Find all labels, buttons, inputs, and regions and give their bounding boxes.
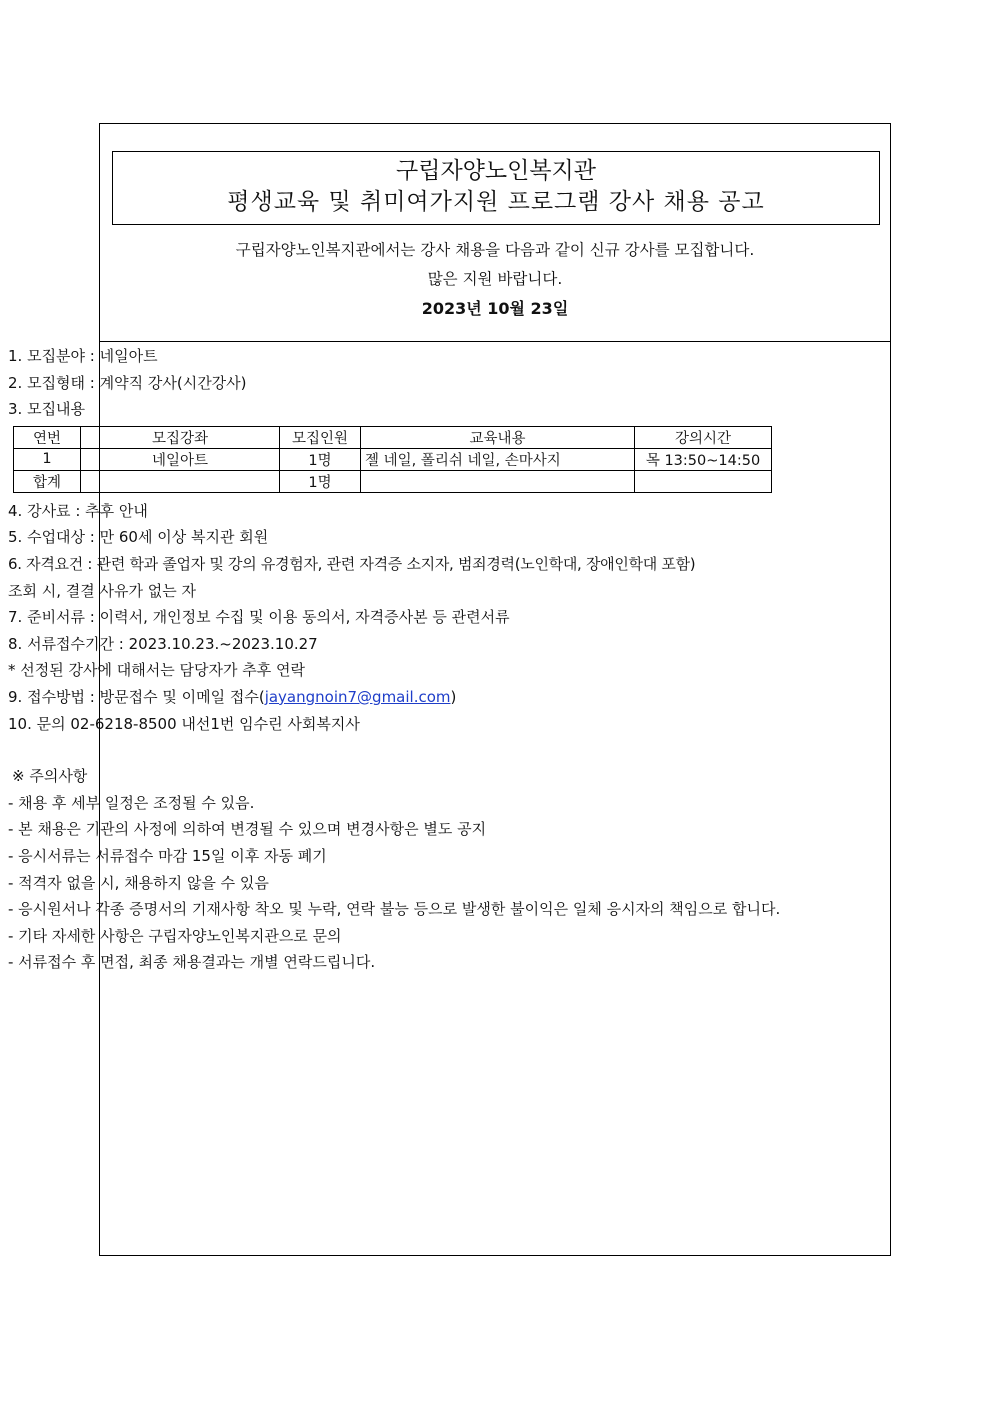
notice-bullet: - 응시서류는 서류접수 마감 15일 이후 자동 폐기 [8, 846, 327, 865]
table-cell [81, 470, 280, 492]
table-header-row [14, 426, 772, 448]
announcement-date: 2023년 10월 23일 [421, 299, 569, 318]
notice-bullet: - 적격자 없을 시, 채용하지 않을 수 있음 [8, 873, 269, 892]
intro [100, 236, 890, 324]
item-period: 8. 서류접수기간 : 2023.10.23.~2023.10.27 [8, 634, 318, 653]
notice-bullet: - 서류접수 후 면접, 최종 채용결과는 개별 연락드립니다. [8, 953, 376, 972]
item-field: 1. 모집분야 : 네일아트 [8, 347, 158, 365]
announcement-title: 평생교육 및 취미여가지원 프로그램 강사 채용 공고 [227, 189, 765, 215]
title-box [112, 151, 880, 225]
table-cell: 목 13:50~14:50 [635, 448, 772, 470]
spacer [8, 737, 786, 763]
table-row [14, 448, 772, 470]
header-section [100, 124, 890, 342]
item-qualification: 6. 자격요건 : 관련 학과 졸업자 및 강의 유경험자, 관련 자격증 소지자, 범죄경력(노인학대, 장애인학대 포함) [8, 554, 696, 573]
table-cell: 합계 [14, 470, 81, 492]
recruitment-table [13, 426, 772, 493]
item-method [8, 684, 786, 711]
table-cell: 1명 [280, 470, 361, 492]
intro-line-1: 구립자양노인복지관에서는 강사 채용을 다음과 같이 신규 강사를 모집합니다. [235, 241, 755, 259]
org-title: 구립자양노인복지관 [396, 158, 596, 184]
item-contact: 10. 문의 02-6218-8500 내선1번 임수린 사회복지사 [8, 714, 360, 733]
item-period-note: * 선정된 강사에 대해서는 담당자가 추후 연락 [8, 661, 305, 680]
method-prefix: 9. 접수방법 : 방문접수 및 이메일 접수( [8, 687, 265, 706]
notice-bullet: - 본 채용은 기관의 사정에 의하여 변경될 수 있으며 변경사항은 별도 공지 [8, 820, 487, 839]
item-documents: 7. 준비서류 : 이력서, 개인정보 수집 및 이용 동의서, 자격증사본 등 관련서류 [8, 608, 510, 627]
table-header-cell: 교육내용 [361, 426, 635, 448]
notice-bullet: - 기타 자세한 사항은 구립자양노인복지관으로 문의 [8, 926, 342, 945]
table-cell [635, 470, 772, 492]
table-cell: 네일아트 [81, 448, 280, 470]
intro-line-2: 많은 지원 바랍니다. [427, 270, 563, 288]
method-suffix: ) [450, 687, 457, 706]
email-link[interactable]: jayangnoin7@gmail.com [264, 687, 451, 706]
table-cell: 젤 네일, 폴리쉬 네일, 손마사지 [361, 448, 635, 470]
table-header-cell: 모집인원 [280, 426, 361, 448]
notice-bullet: - 응시원서나 각종 증명서의 기재사항 착오 및 누락, 연락 불능 등으로 발생한 불이익은 일체 응시자의 책임으로 합니다. [8, 900, 781, 919]
body-section [8, 343, 786, 976]
notice-bullet: - 채용 후 세부 일정은 조정될 수 있음. [8, 793, 255, 812]
table-header-cell: 모집강좌 [81, 426, 280, 448]
item-qualification-continued: 조회 시, 결결 사유가 없는 자 [8, 581, 196, 600]
table-header-cell: 강의시간 [635, 426, 772, 448]
item-target: 5. 수업대상 : 만 60세 이상 복지관 회원 [8, 528, 269, 547]
item-fee: 4. 강사료 : 추후 안내 [8, 501, 148, 520]
table-cell [361, 470, 635, 492]
table-cell: 1 [14, 448, 81, 470]
table-total-row [14, 470, 772, 492]
table-cell: 1명 [280, 448, 361, 470]
table-header-cell: 연번 [14, 426, 81, 448]
notice-title: ※ 주의사항 [12, 767, 88, 786]
item-content: 3. 모집내용 [8, 400, 86, 419]
item-type: 2. 모집형태 : 계약직 강사(시간강사) [8, 373, 247, 392]
